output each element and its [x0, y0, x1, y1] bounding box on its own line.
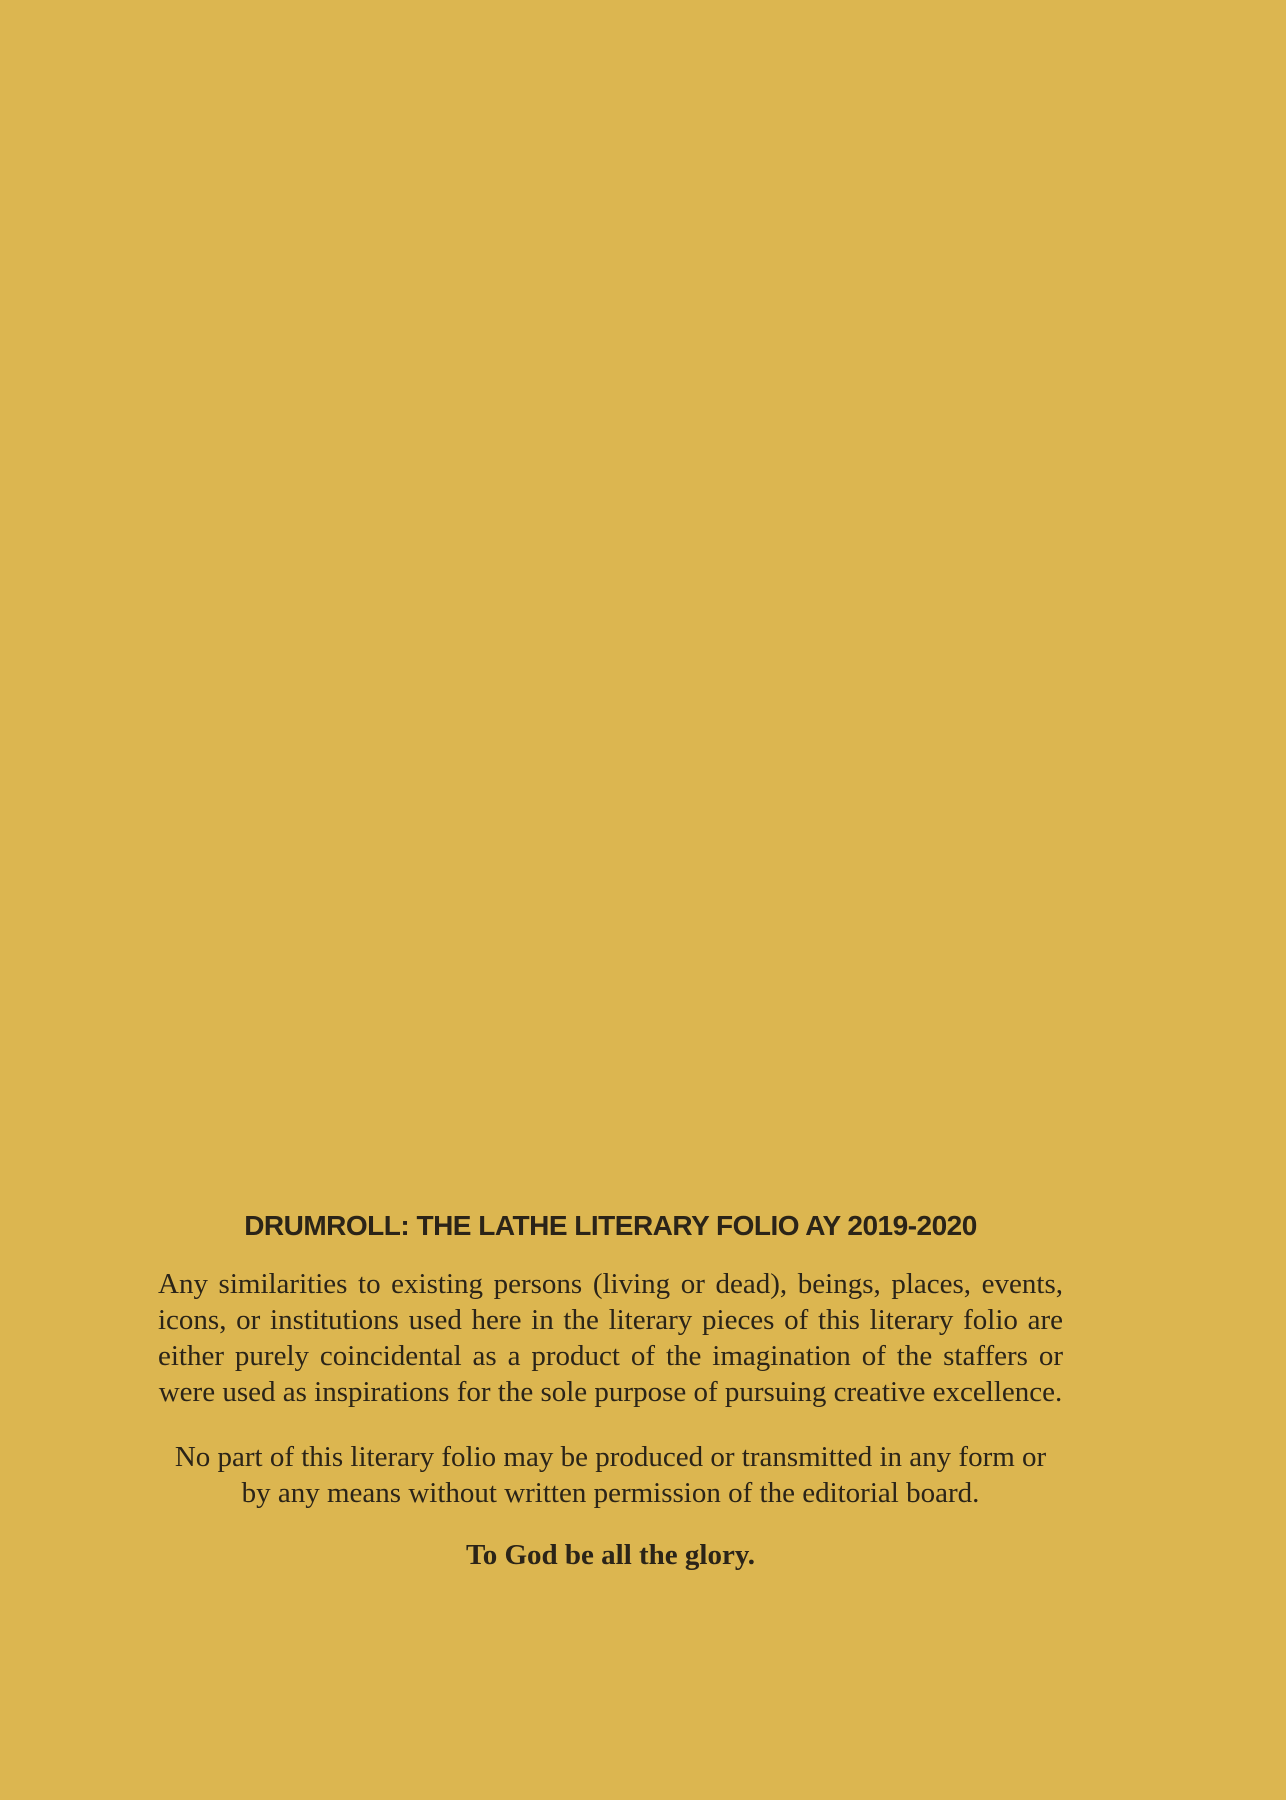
disclaimer-block — [158, 1206, 1063, 1573]
folio-title: DRUMROLL: THE LATHE LITERARY FOLIO AY 2019-2020 — [244, 1210, 977, 1241]
copyright-notice: No part of this literary folio may be produced or transmitted in any form or by any means without written permission of the editorial board. — [174, 1441, 1047, 1509]
similarities-disclaimer: Any similarities to existing persons (living or dead), beings, places, events, icons, or institutions used here in the literary pieces of this literary folio are either purely coincidental as a product of the imagination of the staffers or were used as inspirations for the sole purpose of pursuing creative excellence. — [158, 1268, 1063, 1408]
closing-dedication: To God be all the glory. — [466, 1539, 755, 1571]
